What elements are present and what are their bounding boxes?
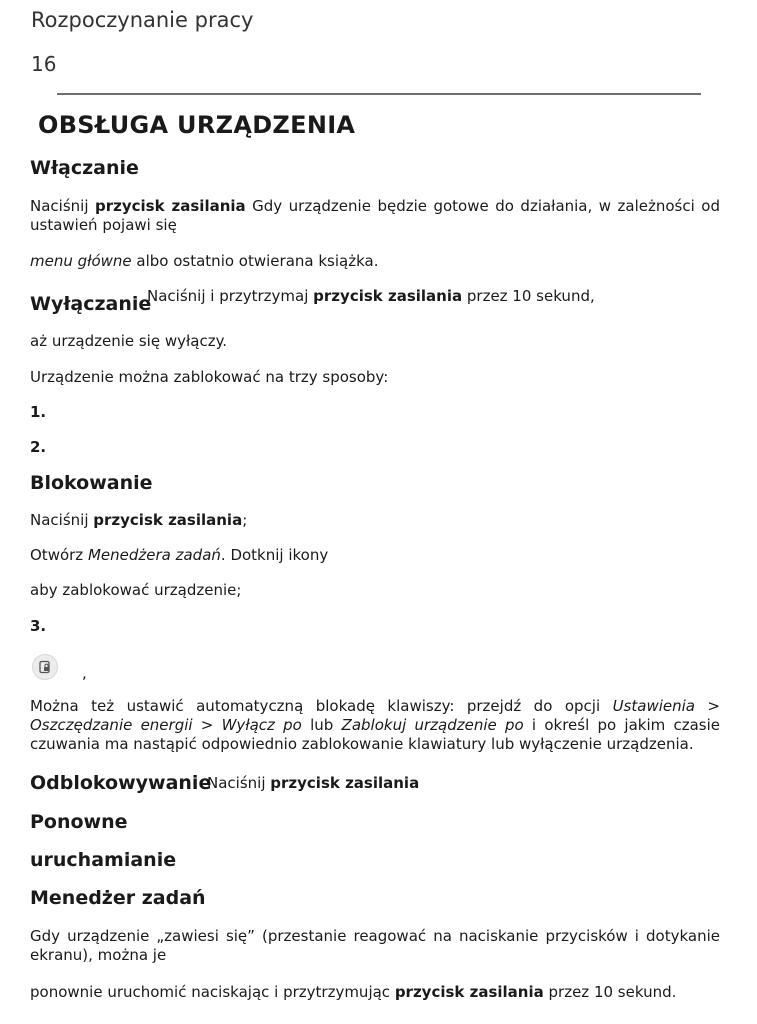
icon-trailing-comma: , bbox=[82, 664, 87, 682]
power-off-paragraph: aż urządzenie się wyłączy. bbox=[30, 332, 228, 350]
locking-paragraph-2 bbox=[30, 546, 328, 565]
page-title: OBSŁUGA URZĄDZENIA bbox=[38, 111, 356, 139]
power-button-term: przycisk zasilania bbox=[313, 287, 463, 305]
list-number-3: 3. bbox=[30, 617, 47, 635]
text: ponownie uruchomić naciskając i przytrzymując bbox=[30, 983, 395, 1001]
lock-icon bbox=[32, 654, 58, 680]
locking-paragraph-3: aby zablokować urządzenie; bbox=[30, 581, 242, 599]
task-manager-term: Menedżera zadań bbox=[87, 546, 221, 564]
auto-lock-paragraph bbox=[30, 697, 720, 754]
main-menu-term: menu główne bbox=[30, 252, 132, 270]
text: Można też ustawić automatyczną blokadę klawiszy: przejdź do opcji bbox=[30, 697, 613, 715]
power-on-paragraph-2 bbox=[30, 252, 378, 271]
heading-locking: Blokowanie bbox=[30, 472, 153, 494]
heading-power-off: Wyłączanie bbox=[30, 293, 152, 315]
settings-path: Ustawienia > Oszczędzanie energii > Wyłącz po bbox=[30, 697, 720, 734]
power-on-paragraph bbox=[30, 197, 720, 235]
task-manager-paragraph-2 bbox=[30, 983, 676, 1002]
power-button-term: przycisk zasilania bbox=[94, 197, 246, 215]
text: Otwórz bbox=[30, 546, 88, 564]
text: i określ po jakim czasie czuwania ma nastąpić odpowiednio zablokowanie klawiatury lub wyłączenie urządzenia. bbox=[30, 716, 720, 753]
power-button-term: przycisk zasilania bbox=[270, 774, 420, 792]
lock-device-option: Zablokuj urządzenie po bbox=[341, 716, 524, 734]
heading-task-manager: Menedżer zadań bbox=[30, 887, 206, 909]
text: przez 10 sekund, bbox=[462, 287, 595, 305]
list-number-1: 1. bbox=[30, 403, 47, 421]
heading-power-on: Włączanie bbox=[30, 157, 139, 179]
text: Naciśnij i przytrzymaj bbox=[147, 287, 314, 305]
text: albo ostatnio otwierana książka. bbox=[131, 252, 379, 270]
text: Naciśnij bbox=[30, 197, 95, 215]
text: ; bbox=[242, 511, 248, 529]
lock-icon-glyph bbox=[38, 660, 52, 674]
power-button-term: przycisk zasilania bbox=[394, 983, 544, 1001]
text: Naciśnij bbox=[207, 774, 271, 792]
power-off-inline bbox=[147, 287, 595, 306]
list-number-2: 2. bbox=[30, 438, 47, 456]
locking-paragraph-1 bbox=[30, 511, 247, 530]
unlocking-inline bbox=[207, 774, 419, 793]
text: Naciśnij bbox=[30, 511, 94, 529]
text: przez 10 sekund. bbox=[543, 983, 677, 1001]
heading-restart-line-2: uruchamianie bbox=[30, 849, 177, 871]
header-divider bbox=[57, 93, 701, 95]
heading-unlocking: Odblokowywanie bbox=[30, 772, 212, 794]
running-header: Rozpoczynanie pracy bbox=[31, 8, 254, 32]
task-manager-paragraph-1: Gdy urządzenie „zawiesi się” (przestanie reagować na naciskanie przycisków i dotykanie ekranu), można je bbox=[30, 927, 720, 964]
heading-restart-line-1: Ponowne bbox=[30, 811, 128, 833]
text: . Dotknij ikony bbox=[220, 546, 329, 564]
lock-ways-paragraph: Urządzenie można zablokować na trzy sposoby: bbox=[30, 368, 389, 386]
page-number: 16 bbox=[31, 52, 57, 76]
power-button-term: przycisk zasilania bbox=[93, 511, 243, 529]
text: Gdy urządzenie będzie gotowe do działania, w zależności od ustawień pojawi się bbox=[30, 197, 720, 234]
text: lub bbox=[301, 716, 342, 734]
